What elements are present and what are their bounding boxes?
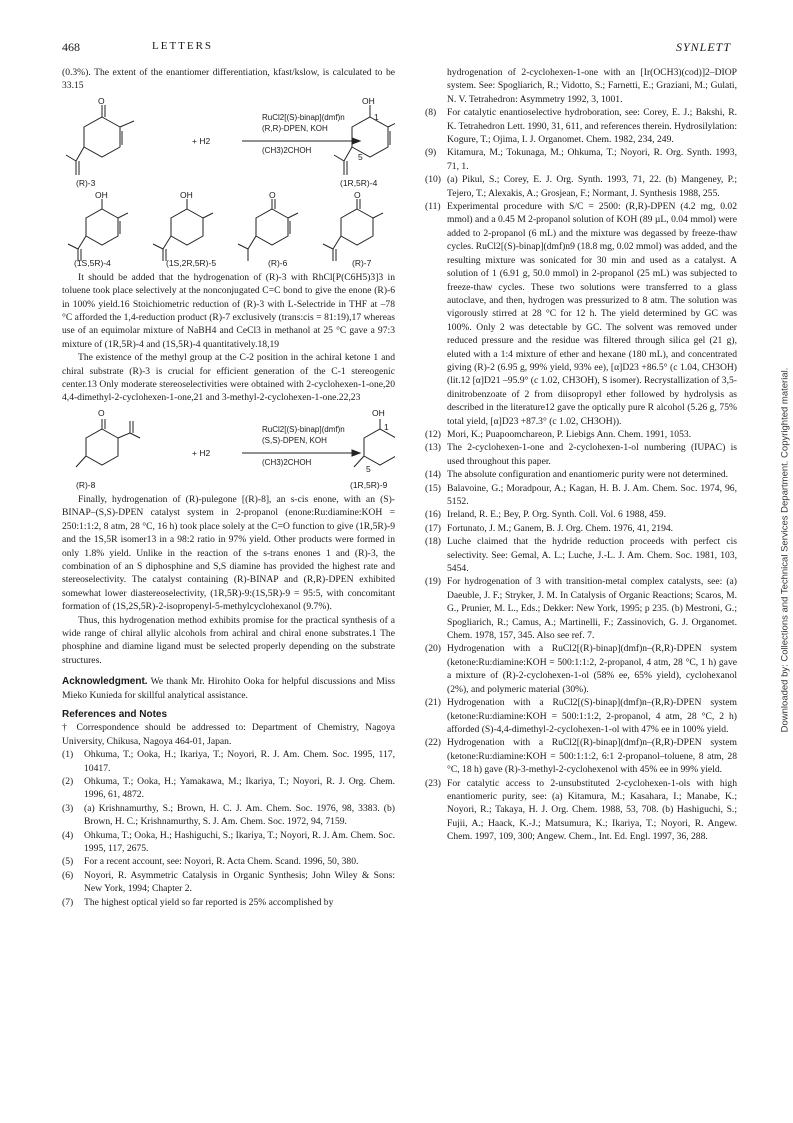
scheme1-position-5: 5 (358, 151, 363, 162)
reference-text: Mori, K.; Puapoomchareon, P. Liebigs Ann. Chem. 1991, 1053. (447, 428, 692, 440)
reference-text: Experimental procedure with S/C = 2500: (R,R)-DPEN (4.2 mg, 0.02 mmol) and a 0.45 M 2-propanol solution of KOH (89 µL, 0.04 mmol) were added to 2-propanol (6 mL) and the mixture was degassed by freeze-thaw cycles. RuCl2[(S)-binap](dmf)n9 (18.8 mg, 0.02 mmol) was added, and the resulting mixture was sonicated for 30 min and used as a catalyst. A solution of 1 (6.91 g, 50.0 mmol) in 2-propanol (25 mL) was subjected to freeze-thaw cycles. These two solutions were transferred to a glass autoclave, and then, hydrogen was pressurized to 8 atm. The solution was vigorously stirred at 28 °C for 12 h. The yield determined by GC was 100%. Only 2 was detectable by GC. The solvent was removed under reduced pressure and the residue was filtered through silica gel (21 g), eluted with a 1:4 mixture of ether and hexane (180 mL), and concentrated giving (R)-2 (6.95 g, 99% yield, 93% ee), [α]D23 +86.5° (c 1.04, CH3OH) (lit.12 [α]D21 –95.9° (c 1.02, CH3OH), S isomer). Recrystallization of 3,5-dinitrobenzoate of 2 from diisopropyl ether followed by hydrolysis as described in the literature12 gave the optically pure R alcohol (5.26 g, 75% total yield, [α]D23 +87.3° (c 1.02, CH3OH)). (447, 201, 737, 427)
reference-number: (12) (425, 428, 441, 440)
reference-item (425, 106, 737, 146)
scheme1-hydrogen: + H2 (192, 135, 211, 146)
correspondence-note: † Correspondence should be addressed to: Department of Chemistry, Nagoya University, Chikusa, Nagoya 464-01, Japan. (62, 722, 395, 747)
scheme3-solvent: (CH3)2CHOH (262, 457, 312, 467)
scheme1-substrate-label: (R)-3 (76, 177, 96, 188)
paragraph-3: Finally, hydrogenation of (R)-pulegone [(R)-8], an s-cis enone, with an (S)-BINAP–(S,S)-DPEN catalyst system in 2-propanol (enone:Ru:diamine:KOH = 250:1:1:2, 8 atm, 28 °C, 16 h) took place solely at the C=O function to give (1R,5R)-9 and the 1S,5R isomer13 in a 98:2 ratio in 97% yield. Other products were formed in only 1.8% yield. Unlike in the reaction of the s-trans enones 1 and (R)-3, the combination of an S diphosphine and S,S diamine has provided the highest rate and stereoselectivity. The catalyst containing (R)-BINAP and (R,R)-DPEN exhibited somewhat lower diastereoselectivity, (1R,5R)-9:(1S,5R)-9 = 95:5, with concomitant formation of (1S,2S,5R)-2-isopropenyl-5-methylcyclohexanol (9.7%). (62, 493, 395, 613)
reference-text: Hydrogenation with a RuCl2[(R)-binap](dmf)n–(R,R)-DPEN system (ketone:Ru:diamine:KOH = 500:1:1:2, 6:1 2-propanol–toluene, 8 atm, 28 °C, 18 h) gave (R)-3-methyl-2-cyclohexenol with 45% ee in 99% yield. (447, 737, 737, 776)
scheme2-label-1: (1S,5R)-4 (74, 257, 111, 268)
reference-text: Kitamura, M.; Tokunaga, M.; Ohkuma, T.; Noyori, R. Org. Synth. 1993, 71, 1. (447, 147, 737, 172)
reference-number: (7) (62, 896, 74, 908)
left-reference-list (62, 748, 395, 909)
reference-item (62, 829, 395, 856)
right-column (425, 66, 737, 844)
scheme3-diamine-base: (S,S)-DPEN, KOH (262, 435, 327, 445)
scheme3-hydrogen: + H2 (192, 447, 211, 458)
acknowledgment-heading: Acknowledgment. (62, 676, 148, 688)
reference-item (425, 736, 737, 776)
reference-number: (22) (425, 737, 441, 749)
reference-number: (11) (425, 201, 441, 213)
reference-item (425, 482, 737, 509)
reference-7-continued: hydrogenation of 2-cyclohexen-1-one with an [Ir(OCH3)(cod)]2–DIOP system. See: Spogliarich, R.; Vidotto, S.; Farnetti, E.; Graziani, M.; Gulati, N. V. Tetrahedron: Asymmetry 1992, 3, 1001. (447, 67, 737, 105)
scheme2-hydroxyl-b: OH (180, 189, 193, 200)
reference-item (425, 146, 737, 173)
scheme2-label-4: (R)-7 (352, 257, 372, 268)
references-heading: References and Notes (62, 708, 168, 720)
reference-item (425, 642, 737, 696)
reference-item (425, 428, 737, 441)
scheme-3 (62, 407, 395, 491)
scheme-3-drawing (62, 407, 395, 491)
reference-number: (5) (62, 856, 74, 868)
reference-text: The highest optical yield so far reported is 25% accomplished by (84, 896, 334, 908)
reference-number: (18) (425, 536, 441, 548)
intro-paragraph: (0.3%). The extent of the enantiomer differentiation, kfast/kslow, is calculated to be 33.15 (62, 67, 395, 92)
reference-number: (17) (425, 522, 441, 534)
reference-text: Ohkuma, T.; Ooka, H.; Yamakawa, M.; Ikariya, T.; Noyori, R. J. Org. Chem. 1996, 61, 4872. (84, 776, 395, 801)
scheme-2-drawing (62, 189, 395, 269)
paragraph-1: It should be added that the hydrogenation of (R)-3 with RhCl[P(C6H5)3]3 in toluene took place selectively at the nonconjugated C=C bond to give the enone (R)-6 in 100% yield.16 Stoichiometric reduction of (R)-3 with L-Selectride in THF at –78 °C afforded the 1,4-reduction product (R)-7 exclusively (trans:cis = 81:19),17 whereas use of an equimolar mixture of NaBH4 and CeCl3 in methanol at 25 °C gave a 97:3 mixture of (1R,5R)-4 and (1S,5R)-4 quantitatively.18,19 (62, 271, 395, 350)
reference-number: (16) (425, 509, 441, 521)
reference-number: (10) (425, 174, 441, 186)
reference-text: Ireland, R. E.; Bey, P. Org. Synth. Coll. Vol. 6 1988, 459. (447, 509, 666, 521)
reference-text: For catalytic enantioselective hydroboration, see: Corey, E. J.; Bakshi, R. K. Tetrahedron Lett. 1990, 31, 611, and references therein. Hydrosilylation: Kogure, T.; Ojima, I. J. Organomet. Chem. 1982, 234, 249. (447, 107, 737, 146)
running-header (62, 40, 731, 56)
reference-item (425, 173, 737, 200)
reference-text: Ohkuma, T.; Ooka, H.; Ikariya, T.; Noyori, R. J. Am. Chem. Soc. 1995, 117, 10417. (84, 749, 395, 774)
reference-number: (13) (425, 442, 441, 454)
reference-item (425, 441, 737, 468)
reference-number: (2) (62, 776, 74, 787)
watermark-text: Downloaded by: Collections and Technical Services Department. Copyrighted material. (779, 367, 791, 733)
reference-text: The 2-cyclohexen-1-one and 2-cyclohexen-1-ol numbering (IUPAC) is used throughout this paper. (447, 442, 737, 467)
reference-text: (a) Krishnamurthy, S.; Brown, H. C. J. Am. Chem. Soc. 1976, 98, 3383. (b) Brown, H. C.; Krishnamurthy, S. J. Am. Chem. Soc. 1972, 94, 7159. (84, 802, 395, 828)
reference-text: Noyori, R. Asymmetric Catalysis in Organic Synthesis; John Wiley & Sons: New York, 1994; Chapter 2. (84, 869, 395, 895)
reference-item (62, 896, 395, 909)
scheme2-label-3: (R)-6 (268, 257, 288, 268)
scheme1-solvent: (CH3)2CHOH (262, 145, 312, 155)
reference-number: (4) (62, 829, 74, 841)
reference-item (62, 855, 395, 868)
reference-number: (19) (425, 576, 441, 588)
journal-name: SYNLETT (675, 40, 731, 54)
scheme1-hydroxyl: OH (362, 95, 375, 106)
page-number: 468 (62, 40, 80, 54)
scheme-2 (62, 189, 395, 269)
scheme2-oxygen-b: O (354, 189, 361, 200)
reference-text: For hydrogenation of 3 with transition-metal complex catalysts, see: (a) Daeuble, J. F.; Stryker, J. M. In Catalysis of Organic Reactions; Scaros, M. G., Prunier, M. L., Eds.; Dekker: New York, 1995; p 235. (b) Mestroni, G.; Spogliarich, R.; Camus, A.; Martinelli, F.; Zassinovich, G. J. Organomet. Chem. 1978, 157, 345. Also see ref. 7. (447, 576, 737, 642)
reference-number: (8) (425, 107, 437, 119)
reference-item (425, 468, 737, 481)
reference-item (425, 575, 737, 642)
reference-text: (a) Pikul, S.; Corey, E. J. Org. Synth. 1993, 71, 22. (b) Mangeney, P.; Tejero, T.; Alexakis, A.; Grosjean, F.; Normant, J. Synthesis 1988, 255. (447, 174, 737, 199)
scheme2-label-2: (1S,2R,5R)-5 (166, 257, 217, 268)
reference-text: Hydrogenation with a RuCl2[(R)-binap](dmf)n–(R,R)-DPEN system (ketone:Ru:diamine:KOH = 500:1:1:2, 2-propanol, 4 atm, 28 °C, 1 h) gave a mixture of (R)-2-cyclohexen-1-ol (58% ee, 65% yield), cyclohexanol (2%), and polymeric material (30%). (447, 643, 737, 695)
reference-item (425, 508, 737, 521)
paragraph-4: Thus, this hydrogenation method exhibits promise for the practical synthesis of a wide range of chiral allylic alcohols from achiral and chiral enone substrates.1 The phosphine and diamine ligand must be selected properly depending on the substrate structures. (62, 614, 395, 666)
reference-text: For a recent account, see: Noyori, R. Acta Chem. Scand. 1996, 50, 380. (84, 856, 359, 868)
reference-number: (6) (62, 869, 74, 881)
reference-number: (9) (425, 147, 437, 159)
reference-number: (3) (62, 802, 74, 814)
acknowledgment-text: We thank Mr. Hirohito Ooka for helpful discussions and Miss Mieko Kunieda for skillful analytical assistance. (62, 676, 395, 701)
scheme1-catalyst: RuCl2[(S)-binap](dmf)n (262, 112, 345, 122)
reference-item (62, 802, 395, 829)
reference-number: (21) (425, 697, 441, 709)
acknowledgment (62, 675, 395, 702)
scheme-1-drawing (62, 95, 395, 187)
scheme3-position-1: 1 (384, 421, 389, 432)
reference-item (425, 535, 737, 575)
reference-number: (15) (425, 482, 441, 494)
scheme-1 (62, 95, 395, 187)
scheme2-hydroxyl-a: OH (95, 189, 108, 200)
reference-item (62, 775, 395, 802)
reference-text: Ohkuma, T.; Ooka, H.; Hashiguchi, S.; Ikariya, T.; Noyori, R. J. Am. Chem. Soc. 1995, 117, 2675. (84, 829, 395, 855)
reference-text: Luche claimed that the hydride reduction proceeds with perfect cis selectivity. See: Gemal, A. L.; Luche, J.-L. J. Am. Chem. Soc. 1981, 103, 5454. (447, 536, 737, 575)
reference-number: (23) (425, 777, 441, 789)
paragraph-2: The existence of the methyl group at the C-2 position in the achiral ketone 1 and chiral substrate (R)-3 is crucial for efficient generation of the C-1 stereogenic center.13 Only moderate stereoselectivities were obtained with 2-cyclohexen-1-one,20 4,4-dimethyl-2-cyclohexen-1-one,21 and 3-methyl-2-cyclohexen-1-one.22,23 (62, 352, 395, 404)
reference-text: Balavoine, G.; Moradpour, A.; Kagan, H. B. J. Am. Chem. Soc. 1974, 96, 5152. (447, 482, 737, 507)
scheme3-catalyst: RuCl2[(S)-binap](dmf)n (262, 424, 345, 434)
reference-number: (1) (62, 749, 74, 761)
scheme1-oxygen: O (98, 95, 105, 106)
reference-item (62, 748, 395, 775)
reference-item (62, 869, 395, 896)
reference-number: (14) (425, 469, 441, 481)
scheme1-position-1: 1 (374, 111, 379, 122)
scheme3-substrate-label: (R)-8 (76, 479, 96, 490)
reference-item (425, 696, 737, 736)
download-watermark (779, 360, 791, 740)
reference-item (425, 777, 737, 844)
section-label: LETTERS (152, 40, 214, 52)
reference-item (425, 522, 737, 535)
scheme2-oxygen-a: O (269, 189, 276, 200)
scheme3-oxygen: O (98, 407, 105, 418)
left-column (62, 66, 395, 909)
right-reference-list (425, 106, 737, 843)
reference-text: For catalytic access to 2-unsubstituted 2-cyclohexen-1-ols with high enantiomeric purity, see: (a) Kitamura, M.; Kasahara, I.; Manabe, K.; Noyori, R.; Takaya, H. J. Org. Chem. 1988, 53, 708. (b) Hashiguchi, S.; Fujii, A.; Haack, K.-J.; Matsumura, K.; Ikariya, T.; Noyori, R. Angew. Chem. 1997, 109, 300; Angew. Chem., Int. Ed. Engl. 1997, 36, 288. (447, 777, 737, 843)
scheme1-product-label: (1R,5R)-4 (340, 177, 378, 188)
reference-number: (20) (425, 643, 441, 655)
scheme3-product-label: (1R,5R)-9 (350, 479, 388, 490)
scheme1-diamine-base: (R,R)-DPEN, KOH (262, 123, 328, 133)
scheme3-position-5: 5 (366, 463, 371, 474)
scheme3-hydroxyl: OH (372, 407, 385, 418)
reference-item (425, 200, 737, 428)
reference-text: The absolute configuration and enantiomeric purity were not determined. (447, 469, 729, 481)
reference-text: Hydrogenation with a RuCl2[(S)-binap](dmf)n–(R,R)-DPEN system (ketone:Ru:diamine:KOH = 500:1:1:2, 2-propanol, 4 atm, 28 °C, 2 h) afforded (S)-4,4-dimethyl-2-cyclohexen-1-ol with 47% ee in 100% yield. (447, 697, 737, 735)
reference-text: Fortunato, J. M.; Ganem, B. J. Org. Chem. 1976, 41, 2194. (447, 522, 674, 534)
